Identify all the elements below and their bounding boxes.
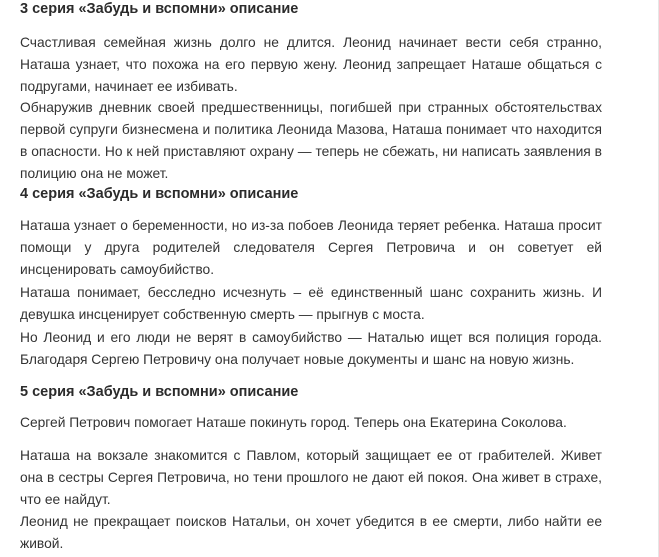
section-heading-episode-5: 5 серия «Забудь и вспомни» описание bbox=[20, 384, 299, 400]
section-heading-episode-4: 4 серия «Забудь и вспомни» описание bbox=[20, 186, 299, 202]
episode-5-paragraph-2: Наташа на вокзале знакомится с Павлом, который защищает ее от грабителей. Живет она в сестры Сергея Петровича, но тени прошлого не дают ей покоя. Она живет в страхе, что ее найдут. bbox=[20, 448, 602, 507]
episode-4-paragraph-2: Наташа понимает, бесследно исчезнуть – её единственный шанс сохранить жизнь. И девушка инсценирует собственную смерть — прыгнув с моста. bbox=[20, 285, 602, 322]
episode-3-paragraph-1: Счастливая семейная жизнь долго не длится. Леонид начинает вести себя странно, Наташа узнает, что похожа на его первую жену. Леонид запрещает Наташе общаться с подругами, начинает ее избивать. bbox=[20, 35, 602, 94]
episode-5-paragraph-1: Сергей Петрович помогает Наташе покинуть город. Теперь она Екатерина Соколова. bbox=[20, 415, 567, 430]
section-heading-episode-3: 3 серия «Забудь и вспомни» описание bbox=[20, 1, 299, 17]
episode-4-paragraph-3: Но Леонид и его люди не верят в самоубийство — Наталью ищет вся полиция города. Благодаря Сергею Петровичу она получает новые документы и шанс на новую жизнь. bbox=[20, 330, 602, 367]
episode-5-paragraph-3: Леонид не прекращает поисков Натальи, он хочет убедится в ее смерти, либо найти ее живой. bbox=[20, 514, 602, 551]
episode-3-paragraph-2: Обнаружив дневник своей предшественницы, погибшей при странных обстоятельствах первой супруги бизнесмена и политика Леонида Мазова, Наташа понимает что находится в опасности. Но к ней приставляют охрану — теперь не сбежать, ни написать заявления в полицию она не может. bbox=[20, 100, 602, 181]
episode-4-paragraph-1: Наташа узнает о беременности, но из-за побоев Леонида теряет ребенка. Наташа просит помощи у друга родителей следователя Сергея Петровича и он советует ей инсценировать самоубийство. bbox=[20, 218, 602, 277]
